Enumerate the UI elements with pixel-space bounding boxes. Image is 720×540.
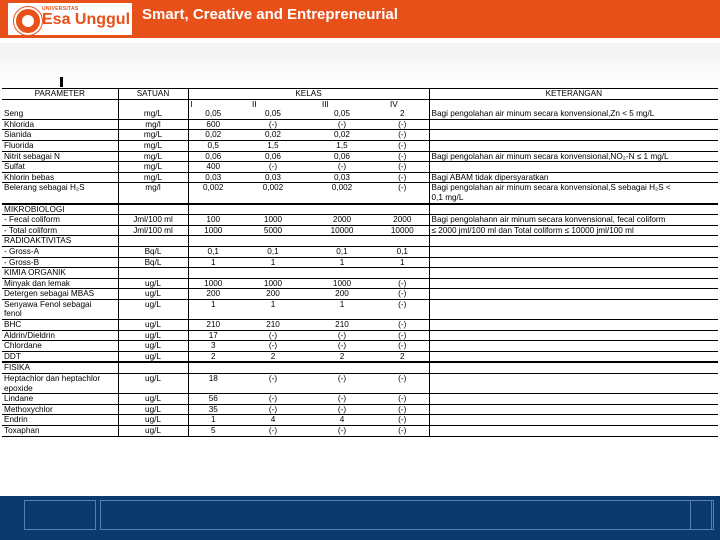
kelas-2-cell: (-) (238, 119, 308, 130)
kelas-subheader-row (2, 99, 718, 109)
keterangan-cell (429, 374, 718, 384)
footer-frame-main (100, 500, 712, 530)
table-row-continuation (2, 384, 718, 394)
parameter-cell: Nitrit sebagai N (2, 151, 118, 162)
keterangan-cell (429, 309, 718, 319)
keterangan-cell (429, 278, 718, 289)
kelas-3-cell (308, 363, 376, 374)
satuan-cell: ug/L (118, 351, 188, 362)
kelas-4-cell: (-) (376, 341, 429, 352)
section-title: FISIKA (2, 363, 118, 374)
parameter-cell: Sulfat (2, 162, 118, 173)
satuan-cell (118, 309, 188, 319)
kelas-2-cell: 0,02 (238, 130, 308, 141)
kelas-2-cell: 1 (270, 299, 276, 309)
keterangan-cell (429, 351, 718, 362)
footer-frame-left (24, 500, 96, 530)
table-row (2, 246, 718, 257)
kelas-2-cell: (-) (238, 341, 308, 352)
kelas-3-cell (308, 236, 376, 247)
kelas-3-cell: (-) (308, 394, 376, 405)
satuan-cell (118, 363, 188, 374)
kelas-4-cell (376, 384, 429, 394)
kelas-4-cell: (-) (376, 162, 429, 173)
satuan-cell: Jml/100 ml (118, 225, 188, 236)
parameter-cell: Khlorida (2, 119, 118, 130)
kelas-3-cell: 200 (308, 289, 376, 300)
kelas-4-cell (376, 193, 429, 203)
kelas-3-cell (308, 193, 376, 203)
table-row (2, 415, 718, 426)
keterangan-cell: Bagi pengolahan air minum secara konvensional,S sebagai H₂S < (431, 183, 671, 193)
kelas-4-cell: 10000 (376, 225, 429, 236)
kelas-2-cell: (-) (238, 162, 308, 173)
keterangan-cell (429, 246, 718, 257)
kelas-2-cell: 2 (238, 351, 308, 362)
kelas-1-cell: 200 (188, 289, 238, 300)
kelas-1-cell: 1000 (188, 225, 238, 236)
kelas-4-cell: (-) (376, 330, 429, 341)
satuan-cell (118, 384, 188, 394)
kelas-3-cell: 1 (308, 257, 376, 268)
table-row (2, 183, 718, 193)
kelas-4-cell: (-) (376, 299, 429, 309)
satuan-cell: mg/L (118, 162, 188, 173)
kelas-4-cell: (-) (376, 426, 429, 437)
kelas-2-cell: 1000 (238, 215, 308, 226)
kelas-3-cell: 0,02 (308, 130, 376, 141)
satuan-cell: ug/L (118, 299, 188, 309)
kelas-1-cell: 0,05 (188, 109, 238, 119)
kelas-1-cell: 210 (188, 320, 238, 331)
kelas-4-cell: (-) (376, 374, 429, 384)
parameter-cell (2, 99, 118, 109)
keterangan-cell (429, 320, 718, 331)
kelas-3-cell: 10000 (308, 225, 376, 236)
kelas-4-cell: (-) (376, 278, 429, 289)
kelas-2-cell: 210 (238, 320, 308, 331)
satuan-cell: ug/L (118, 426, 188, 437)
parameter-cell: fenol (2, 309, 118, 319)
kelas-1-cell: 1 (188, 415, 238, 426)
kelas-1-cell (188, 236, 238, 247)
keterangan-cell: Bagi pengolahan air minum secara konvensional,Zn < 5 mg/L (429, 109, 718, 119)
table-row (2, 426, 718, 437)
satuan-cell: mg/L (118, 130, 188, 141)
satuan-cell: Bq/L (118, 246, 188, 257)
kelas-1-cell: 400 (188, 162, 238, 173)
parameter-cell: Endrin (2, 415, 118, 426)
kelas-2-cell (238, 236, 308, 247)
section-title: RADIOAKTIVITAS (2, 236, 118, 247)
parameter-cell: Fluorida (2, 140, 118, 151)
kelas-col-2: II (252, 99, 257, 109)
kelas-1-cell: 1000 (188, 278, 238, 289)
slide-title-area (0, 43, 720, 88)
kelas-1-cell: 0,002 (203, 183, 224, 193)
satuan-cell (118, 193, 188, 203)
satuan-cell: mg/L (118, 109, 188, 119)
kelas-3-cell: 1000 (308, 278, 376, 289)
kelas-1-cell: 600 (188, 119, 238, 130)
kelas-3-cell (308, 384, 376, 394)
satuan-cell: mg/L (118, 140, 188, 151)
water-quality-table (2, 88, 718, 492)
table-row (2, 341, 718, 352)
satuan-cell: mg/L (118, 151, 188, 162)
kelas-3-cell: 0,05 (308, 109, 376, 119)
table-row (2, 130, 718, 141)
keterangan-cell (429, 426, 718, 437)
kelas-1-cell: 0,5 (188, 140, 238, 151)
parameter-cell: - Total coliform (2, 225, 118, 236)
kelas-3-cell (308, 204, 376, 215)
kelas-3-cell: (-) (308, 330, 376, 341)
satuan-cell: Jml/100 ml (118, 215, 188, 226)
kelas-3-cell: (-) (308, 426, 376, 437)
kelas-4-cell: (-) (376, 140, 429, 151)
satuan-cell: ug/L (118, 404, 188, 415)
satuan-cell: ug/L (118, 278, 188, 289)
kelas-2-cell (238, 363, 308, 374)
kelas-2-cell: (-) (238, 426, 308, 437)
kelas-2-cell: (-) (238, 404, 308, 415)
parameter-cell: Detergen sebagai MBAS (2, 289, 118, 300)
table-row (2, 162, 718, 173)
kelas-4-cell: (-) (376, 130, 429, 141)
parameter-cell: Belerang sebagai H₂S (2, 183, 118, 193)
kelas-1-cell: 1 (188, 257, 238, 268)
keterangan-cell (429, 99, 718, 109)
keterangan-cell: ≤ 2000 jml/100 ml dan Total coliform ≤ 10000 jml/100 ml (429, 225, 718, 236)
keterangan-cell (429, 299, 718, 309)
parameter-cell: DDT (2, 351, 118, 362)
satuan-cell (118, 236, 188, 247)
kelas-3-cell: (-) (308, 404, 376, 415)
kelas-4-cell: 2 (376, 351, 429, 362)
kelas-1-cell: 1 (210, 299, 216, 309)
kelas-3-cell: 0,002 (331, 183, 353, 193)
kelas-2-cell: 5000 (238, 225, 308, 236)
table-row (2, 215, 718, 226)
logo-caption: UNIVERSITAS (42, 6, 79, 12)
parameter-cell: Toxaphan (2, 426, 118, 437)
table-header-row (2, 89, 718, 100)
keterangan-cell: 0,1 mg/L (429, 193, 718, 203)
table-row (2, 225, 718, 236)
kelas-col-1: I (190, 99, 193, 109)
kelas-4-cell: (-) (376, 289, 429, 300)
kelas-4-cell: (-) (376, 119, 429, 130)
kelas-2-cell: 1000 (238, 278, 308, 289)
keterangan-cell (429, 384, 718, 394)
kelas-4-cell: (-) (376, 404, 429, 415)
kelas-col-3: III (322, 99, 329, 109)
kelas-3-cell: 210 (308, 320, 376, 331)
kelas-4-cell: 1 (376, 257, 429, 268)
kelas-1-cell: 0,02 (188, 130, 238, 141)
table-row (2, 374, 718, 384)
table-row (2, 394, 718, 405)
kelas-4-cell: (-) (376, 394, 429, 405)
table-row-continuation (2, 193, 718, 203)
satuan-cell: ug/L (118, 341, 188, 352)
table-body (2, 99, 718, 436)
kelas-1-cell: 17 (188, 330, 238, 341)
kelas-1-cell: 5 (188, 426, 238, 437)
parameter-cell: Heptachlor dan heptachlor (2, 374, 118, 384)
parameter-cell: Senyawa Fenol sebagai (2, 299, 118, 309)
kelas-1-cell: 0,1 (188, 246, 238, 257)
kelas-4-cell (376, 363, 429, 374)
parameter-cell: Khlorin bebas (2, 172, 118, 183)
keterangan-cell (429, 341, 718, 352)
parameter-cell: Methoxychlor (2, 404, 118, 415)
parameter-cell: Sianida (2, 130, 118, 141)
kelas-col-4: IV (376, 99, 429, 109)
kelas-2-cell (238, 204, 308, 215)
table-row (2, 299, 718, 309)
keterangan-cell: Bagi pengolahan air minum secara konvensional,NO₂-N ≤ 1 mg/L (429, 151, 718, 162)
parameter-cell: Chlordane (2, 341, 118, 352)
satuan-cell (118, 204, 188, 215)
table-row (2, 119, 718, 130)
table-row (2, 140, 718, 151)
kelas-2-cell: 1 (238, 257, 308, 268)
header-parameter: PARAMETER (2, 89, 118, 100)
table-row-continuation (2, 309, 718, 319)
footer-frame-right (690, 500, 714, 530)
kelas-2-cell: 1,5 (238, 140, 308, 151)
kelas-2-cell: (-) (238, 394, 308, 405)
satuan-cell: ug/L (118, 374, 188, 384)
parameter-cell: - Fecal coliform (2, 215, 118, 226)
parameter-cell: Minyak dan lemak (2, 278, 118, 289)
parameter-cell: Lindane (2, 394, 118, 405)
header-keterangan: KETERANGAN (429, 89, 718, 100)
kelas-2-cell (238, 384, 308, 394)
table-row (2, 151, 718, 162)
parameter-cell (2, 193, 118, 203)
kelas-4-cell: (-) (376, 172, 429, 183)
kelas-2-cell: (-) (268, 374, 278, 384)
kelas-1-cell: 2 (188, 351, 238, 362)
kelas-4-cell: 2 (376, 109, 429, 119)
keterangan-cell (429, 140, 718, 151)
kelas-1-cell: 35 (188, 404, 238, 415)
kelas-4-cell: (-) (376, 183, 429, 193)
keterangan-cell (429, 119, 718, 130)
satuan-cell (118, 99, 188, 109)
kelas-3-cell (308, 309, 376, 319)
table-row (2, 172, 718, 183)
kelas-3-cell: 1 (339, 299, 345, 309)
keterangan-cell (429, 415, 718, 426)
parameter-cell: BHC (2, 320, 118, 331)
header-kelas: KELAS (188, 89, 429, 100)
kelas-1-cell (188, 204, 238, 215)
kelas-3-cell: 1,5 (308, 140, 376, 151)
kelas-3-cell: 0,03 (308, 172, 376, 183)
kelas-4-cell (376, 268, 429, 279)
kelas-2-cell: 0,06 (238, 151, 308, 162)
satuan-cell: mg/l (118, 119, 188, 130)
section-radioaktivitas (2, 236, 718, 247)
satuan-cell: ug/L (118, 289, 188, 300)
kelas-2-cell: 0,05 (238, 109, 308, 119)
kelas-4-cell: (-) (376, 151, 429, 162)
kelas-4-cell: 2000 (376, 215, 429, 226)
tagline: Smart, Creative and Entrepreneurial (142, 6, 398, 23)
keterangan-cell: Bagi ABAM tidak dipersyaratkan (429, 172, 718, 183)
kelas-2-cell: 0,1 (238, 246, 308, 257)
keterangan-cell: Bagi pengolahann air minum secara konvensional, fecal coliform (429, 215, 718, 226)
kelas-2-cell: 4 (238, 415, 308, 426)
satuan-cell: ug/L (118, 394, 188, 405)
kelas-2-cell: 0,03 (238, 172, 308, 183)
keterangan-cell (429, 394, 718, 405)
satuan-cell: ug/L (118, 415, 188, 426)
section-fisika (2, 363, 718, 374)
kelas-1-cell (188, 363, 238, 374)
kelas-4-cell (376, 309, 429, 319)
satuan-cell: Bq/L (118, 257, 188, 268)
kelas-1-cell (188, 268, 238, 279)
kelas-3-cell: (-) (308, 162, 376, 173)
kelas-4-cell: 0,1 (376, 246, 429, 257)
kelas-4-cell: (-) (376, 320, 429, 331)
kelas-1-cell: 0,03 (188, 172, 238, 183)
table-row (2, 109, 718, 119)
kelas-3-cell: (-) (337, 374, 347, 384)
table-row (2, 351, 718, 362)
parameter-cell: Seng (2, 109, 118, 119)
keterangan-cell (429, 268, 718, 279)
kelas-3-cell: (-) (308, 341, 376, 352)
satuan-cell: mg/L (118, 172, 188, 183)
kelas-1-cell: 18 (208, 374, 218, 384)
section-mikrobiologi (2, 204, 718, 215)
bullet-icon (60, 77, 63, 87)
kelas-2-cell (238, 268, 308, 279)
kelas-1-cell: 0,06 (188, 151, 238, 162)
kelas-1-cell (188, 384, 238, 394)
logo (8, 3, 132, 35)
parameter-cell: Aldrin/Dieldrin (2, 330, 118, 341)
section-kimia-organik (2, 268, 718, 279)
keterangan-cell (429, 236, 718, 247)
keterangan-cell (429, 289, 718, 300)
satuan-cell: ug/L (118, 330, 188, 341)
keterangan-cell (429, 257, 718, 268)
keterangan-cell (429, 363, 718, 374)
satuan-cell: mg/l (118, 183, 188, 193)
table-row (2, 289, 718, 300)
kelas-2-cell (238, 309, 308, 319)
parameter-cell: - Gross-A (2, 246, 118, 257)
kelas-2-cell: 0,002 (262, 183, 284, 193)
kelas-4-cell: (-) (376, 415, 429, 426)
logo-emblem-icon (14, 7, 42, 35)
table-row (2, 330, 718, 341)
table-row (2, 404, 718, 415)
table-row (2, 278, 718, 289)
section-title: MIKROBIOLOGI (2, 204, 118, 215)
kelas-4-cell (376, 236, 429, 247)
kelas-2-cell: 200 (238, 289, 308, 300)
keterangan-cell (429, 162, 718, 173)
kelas-4-cell (376, 204, 429, 215)
table-row (2, 257, 718, 268)
satuan-cell: ug/L (118, 320, 188, 331)
section-title: KIMIA ORGANIK (2, 268, 118, 279)
parameter-cell: epoxide (2, 384, 118, 394)
kelas-3-cell (308, 268, 376, 279)
table-row (2, 320, 718, 331)
kelas-3-cell: 2 (308, 351, 376, 362)
keterangan-cell (429, 130, 718, 141)
logo-name: Esa Unggul (42, 11, 131, 28)
kelas-3-cell: 0,06 (308, 151, 376, 162)
parameter-cell: - Gross-B (2, 257, 118, 268)
header-satuan: SATUAN (118, 89, 188, 100)
kelas-1-cell: 100 (188, 215, 238, 226)
kelas-3-cell: 2000 (308, 215, 376, 226)
keterangan-cell (429, 404, 718, 415)
kelas-3-cell: (-) (308, 119, 376, 130)
kelas-1-cell (188, 309, 238, 319)
kelas-3-cell: 0,1 (308, 246, 376, 257)
kelas-3-cell: 4 (308, 415, 376, 426)
keterangan-cell (429, 204, 718, 215)
satuan-cell (118, 268, 188, 279)
kelas-2-cell (238, 193, 308, 203)
kelas-1-cell: 3 (188, 341, 238, 352)
kelas-2-cell: (-) (238, 330, 308, 341)
kelas-1-cell (188, 193, 238, 203)
kelas-1-cell: 56 (188, 394, 238, 405)
keterangan-cell (429, 330, 718, 341)
